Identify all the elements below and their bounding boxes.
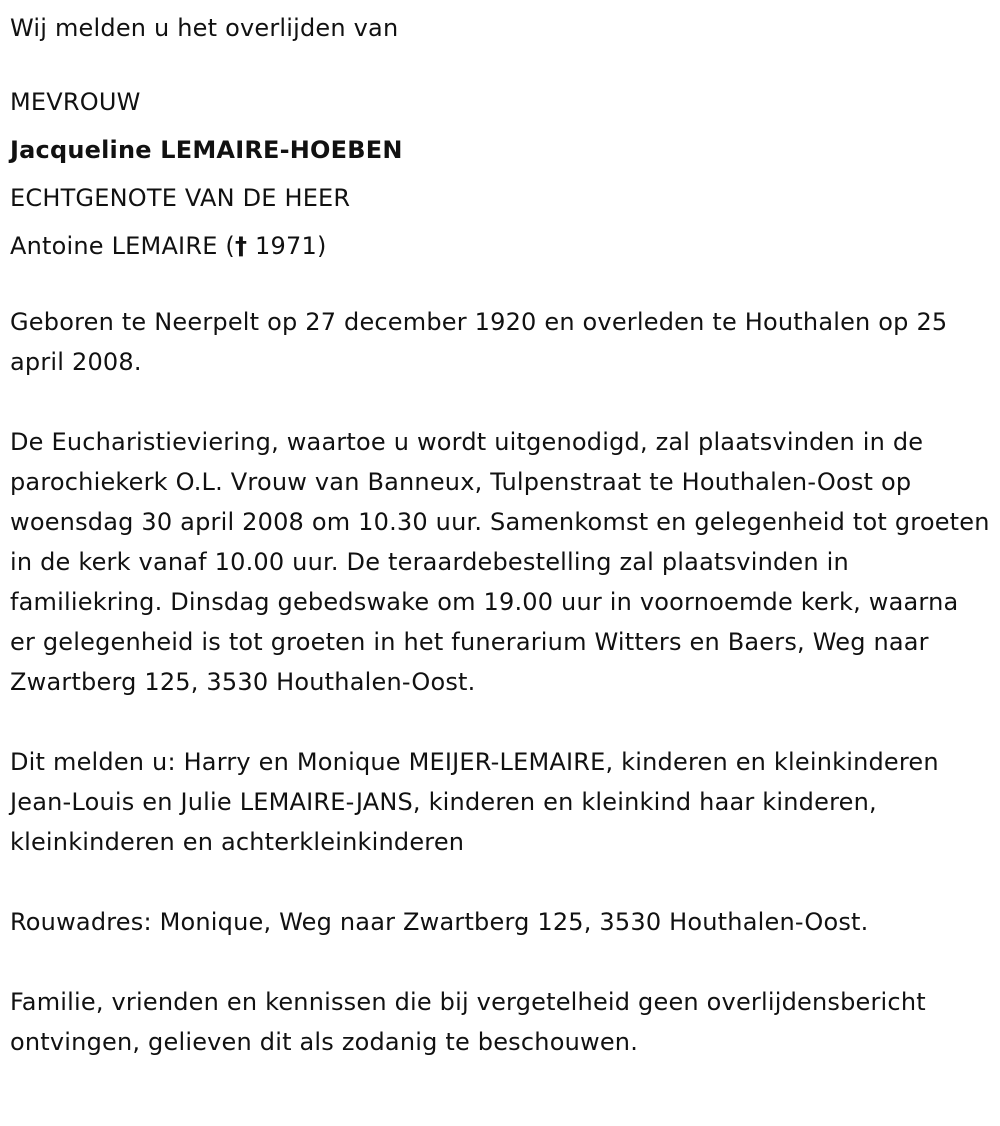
title-text: MEVROUW	[10, 88, 141, 116]
intro-text: Wij melden u het overlijden van	[10, 14, 399, 42]
spouse-death-year: 1971	[255, 232, 317, 260]
mourning-address: Rouwadres: Monique, Weg naar Zwartberg 125, 3530 Houthalen-Oost.	[10, 908, 869, 936]
family-paragraph: Dit melden u: Harry en Monique MEIJER-LEMAIRE, kinderen en kleinkinderen Jean-Louis en Julie LEMAIRE-JANS, kinderen en kleinkind haar kinderen, kleinkinderen en achterkleinkinderen	[10, 748, 939, 856]
spouse-line	[10, 222, 990, 270]
cross-icon: †	[235, 232, 248, 260]
spouse-death-open-paren: (	[225, 232, 235, 260]
deceased-name: Jacqueline LEMAIRE-HOEBEN	[10, 136, 403, 164]
spouse-name: Antoine LEMAIRE	[10, 232, 218, 260]
birth-death-paragraph: Geboren te Neerpelt op 27 december 1920 en overleden te Houthalen op 25 april 2008.	[10, 308, 948, 376]
ceremony-paragraph: De Eucharistieviering, waartoe u wordt uitgenodigd, zal plaatsvinden in de parochiekerk O.L. Vrouw van Banneux, Tulpenstraat te Houthalen-Oost op woensdag 30 april 2008 om 10.30 uur. Samenkomst en gelegenheid tot groeten in de kerk vanaf 10.00 uur. De teraardebestelling zal plaatsvinden in familiekring. Dinsdag gebedswake om 19.00 uur in voornoemde kerk, waarna er gelegenheid is tot groeten in het funerarium Witters en Baers, Weg naar Zwartberg 125, 3530 Houthalen-Oost.	[10, 428, 990, 696]
spouse-label: ECHTGENOTE VAN DE HEER	[10, 184, 351, 212]
spouse-death-close-paren: )	[316, 232, 327, 260]
closing-paragraph: Familie, vrienden en kennissen die bij vergetelheid geen overlijdensbericht ontvingen, gelieven dit als zodanig te beschouwen.	[10, 988, 926, 1056]
